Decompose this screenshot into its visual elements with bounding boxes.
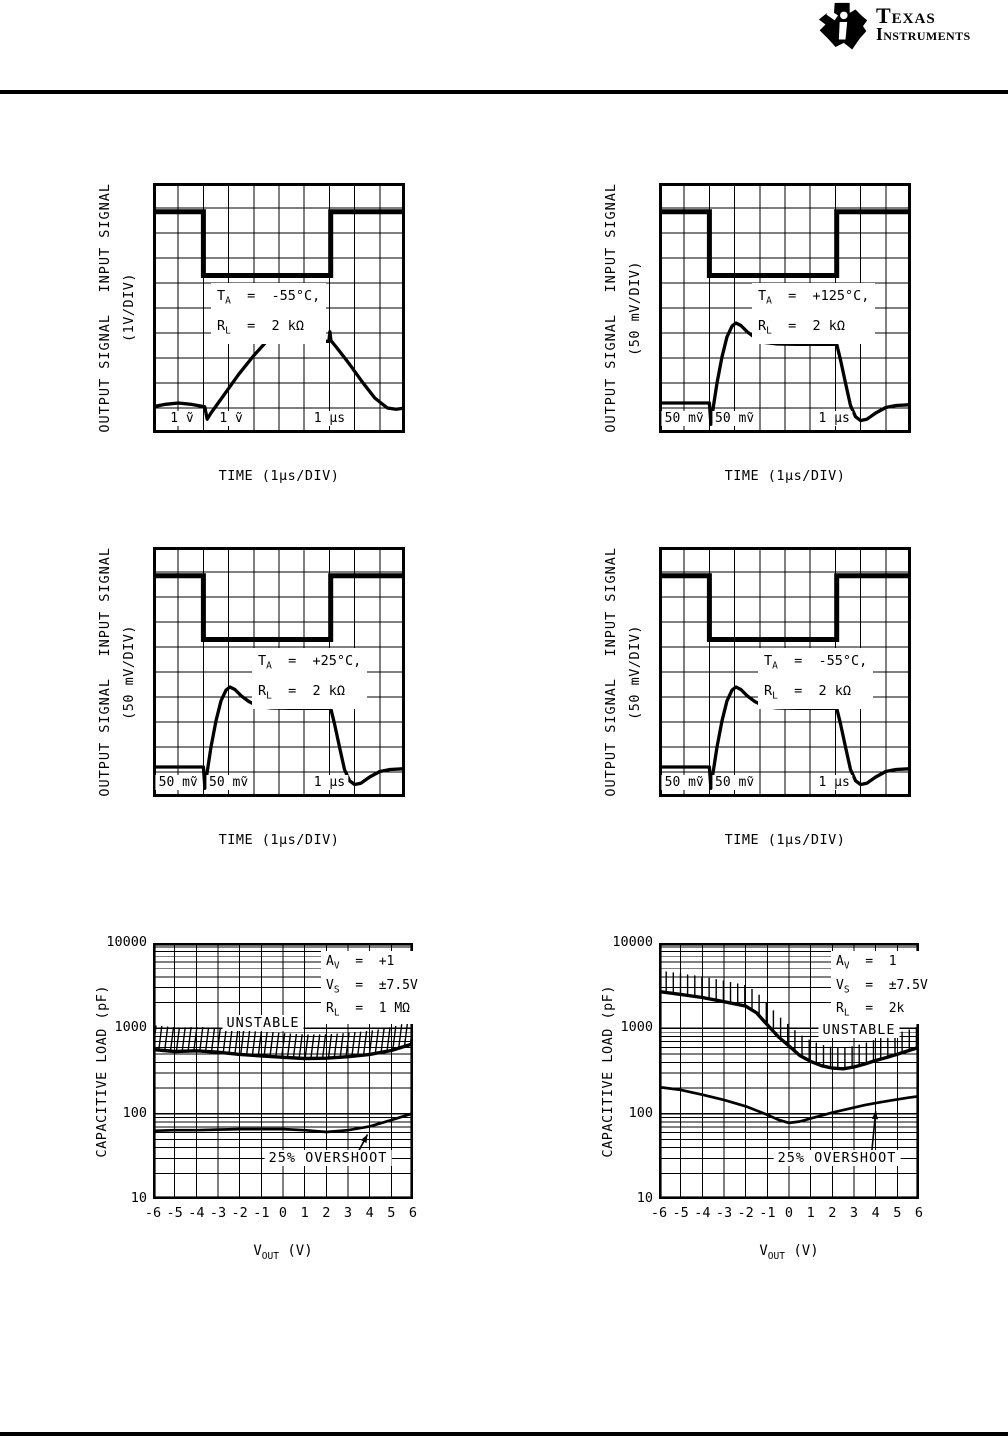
scope-scale-label: 50 mṽ: [662, 775, 707, 790]
y-tick-label: 1000: [114, 1019, 147, 1036]
condition-line: $A_V = 1$: [836, 954, 897, 972]
x-tick-label: -3: [209, 1205, 227, 1221]
chart-small-signal-pulse-response-neg55c: [589, 547, 954, 872]
test-conditions-annotation: [252, 648, 367, 709]
scope-scale-label: 50 mṽ: [662, 411, 707, 426]
y-axis-signal-labels: [97, 183, 115, 433]
x-axis-title: $V_{OUT}$ (V): [253, 1243, 313, 1262]
y-axis-scale-label: [118, 547, 140, 797]
output-signal-axis-label: OUTPUT SIGNAL: [97, 314, 113, 433]
condition-line: $A_V = +1$: [326, 954, 395, 972]
x-tick-label: -1: [759, 1205, 776, 1221]
condition-line: $T_A = +125^\circ C$,: [758, 288, 870, 307]
condition-line: $V_S = \pm 7.5V$: [836, 977, 928, 996]
x-tick-label: 3: [849, 1205, 859, 1221]
test-conditions-annotation: [321, 951, 423, 1024]
y-scale-text: (50 mV/DIV): [627, 260, 643, 356]
overshoot-curve-label: 25% OVERSHOOT: [774, 1150, 901, 1166]
condition-line: $R_L = 2$ kΩ: [217, 317, 305, 337]
x-tick-label: -5: [166, 1205, 183, 1221]
x-tick-label: 1: [806, 1205, 815, 1221]
top-rule: [0, 90, 1008, 94]
condition-line: $R_L = 2$ kΩ: [258, 682, 346, 702]
scope-scale-label: 50 mṽ: [206, 775, 251, 790]
scope-scale-label: 1 μs: [311, 775, 348, 790]
y-scale-text: (1V/DIV): [121, 273, 137, 343]
x-tick-label: -3: [715, 1205, 733, 1221]
chart-small-signal-pulse-response-125c: [589, 183, 954, 508]
x-tick-label: 5: [893, 1205, 902, 1221]
y-tick-label: 10: [636, 1190, 653, 1206]
logo-line1: Texas: [876, 3, 936, 28]
ti-logo-text: [876, 3, 971, 44]
condition-line: $V_S = \pm 7.5V$: [326, 977, 418, 996]
x-tick-label: 1: [300, 1205, 309, 1221]
x-tick-label: 0: [784, 1205, 794, 1221]
y-axis-title: [597, 943, 619, 1199]
x-axis-title: TIME (1μs/DIV): [724, 832, 846, 848]
scope-scale-label: 1 μs: [815, 775, 852, 790]
x-tick-label: 5: [387, 1205, 396, 1221]
chart-large-signal-pulse-response: [83, 183, 448, 508]
y-tick-label: 100: [122, 1104, 147, 1121]
scope-scale-label: 50 mṽ: [712, 775, 757, 790]
bottom-rule: [0, 1432, 1008, 1436]
unstable-region-label: UNSTABLE: [818, 1022, 899, 1038]
y-tick-label: 10000: [612, 934, 653, 950]
chart-small-signal-pulse-response-25c: [83, 547, 448, 872]
condition-line: $R_L = 1$ MΩ: [326, 1001, 411, 1019]
ti-texas-map-icon: [818, 2, 868, 52]
x-tick-label: -2: [737, 1205, 754, 1221]
test-conditions-annotation: [758, 648, 873, 709]
scope-scale-label: 1 μs: [311, 411, 348, 426]
unstable-region-label: UNSTABLE: [222, 1015, 303, 1031]
chart-capacitive-load-av-1-rl-2k: [589, 934, 954, 1268]
input-signal-axis-label: INPUT SIGNAL: [603, 183, 619, 293]
x-tick-label: -6: [650, 1205, 668, 1221]
y-axis-signal-labels: [603, 183, 621, 433]
x-axis-title: TIME (1μs/DIV): [724, 468, 846, 484]
y-axis-scale-label: [624, 183, 646, 433]
ti-logo: [818, 2, 971, 52]
y-axis-title: [91, 943, 113, 1199]
y-tick-label: 1000: [620, 1019, 653, 1036]
x-tick-label: 4: [365, 1205, 374, 1221]
x-tick-label: -4: [188, 1205, 205, 1221]
y-tick-label: 10000: [106, 934, 147, 950]
input-signal-axis-label: INPUT SIGNAL: [97, 547, 113, 657]
y-axis-title-text: CAPACITIVE LOAD (pF): [94, 984, 110, 1158]
x-tick-label: -2: [231, 1205, 248, 1221]
x-axis-title: TIME (1μs/DIV): [218, 468, 340, 484]
scope-scale-label: 50 mṽ: [712, 411, 757, 426]
scope-scale-label: 50 mṽ: [156, 775, 201, 790]
x-tick-label: -4: [694, 1205, 711, 1221]
x-tick-label: 6: [914, 1205, 924, 1221]
condition-line: $R_L = 2$ kΩ: [764, 682, 852, 702]
chart-capacitive-load-av-plus1: [83, 934, 448, 1268]
scope-scale-label: 1 ṽ: [167, 411, 196, 426]
output-signal-axis-label: OUTPUT SIGNAL: [603, 314, 619, 433]
y-scale-text: (50 mV/DIV): [121, 624, 137, 720]
y-tick-label: 10: [130, 1190, 147, 1206]
y-axis-signal-labels: [97, 547, 115, 797]
x-tick-label: 2: [828, 1205, 837, 1221]
x-tick-label: 4: [871, 1205, 880, 1221]
x-tick-label: -1: [253, 1205, 270, 1221]
scope-scale-label: 1 ṽ: [216, 411, 245, 426]
test-conditions-annotation: [211, 283, 326, 344]
x-tick-label: 6: [408, 1205, 418, 1221]
condition-line: $R_L = 2k$: [836, 1001, 905, 1019]
x-axis-title: $V_{OUT}$ (V): [759, 1243, 819, 1262]
x-tick-label: 2: [322, 1205, 331, 1221]
condition-line: $T_A = -55^\circ C$,: [764, 653, 868, 672]
condition-line: $T_A = -55^\circ C$,: [217, 288, 321, 307]
y-axis-scale-label: [118, 183, 140, 433]
overshoot-curve-label: 25% OVERSHOOT: [265, 1150, 392, 1166]
test-conditions-annotation: [831, 951, 933, 1024]
condition-line: $R_L = 2$ kΩ: [758, 317, 846, 337]
scope-scale-label: 1 μs: [815, 411, 852, 426]
output-signal-axis-label: OUTPUT SIGNAL: [97, 678, 113, 797]
y-tick-label: 100: [628, 1104, 653, 1121]
x-tick-label: -5: [672, 1205, 689, 1221]
y-scale-text: (50 mV/DIV): [627, 624, 643, 720]
x-tick-label: 0: [278, 1205, 288, 1221]
x-axis-title: TIME (1μs/DIV): [218, 832, 340, 848]
input-signal-axis-label: INPUT SIGNAL: [603, 547, 619, 657]
y-axis-scale-label: [624, 547, 646, 797]
y-axis-title-text: CAPACITIVE LOAD (pF): [600, 984, 616, 1158]
output-signal-axis-label: OUTPUT SIGNAL: [603, 678, 619, 797]
input-signal-axis-label: INPUT SIGNAL: [97, 183, 113, 293]
x-tick-label: 3: [343, 1205, 353, 1221]
test-conditions-annotation: [752, 283, 875, 344]
condition-line: $T_A = +25^\circ C$,: [258, 653, 362, 672]
x-tick-label: -6: [144, 1205, 162, 1221]
y-axis-signal-labels: [603, 547, 621, 797]
logo-line2: Instruments: [876, 24, 971, 44]
